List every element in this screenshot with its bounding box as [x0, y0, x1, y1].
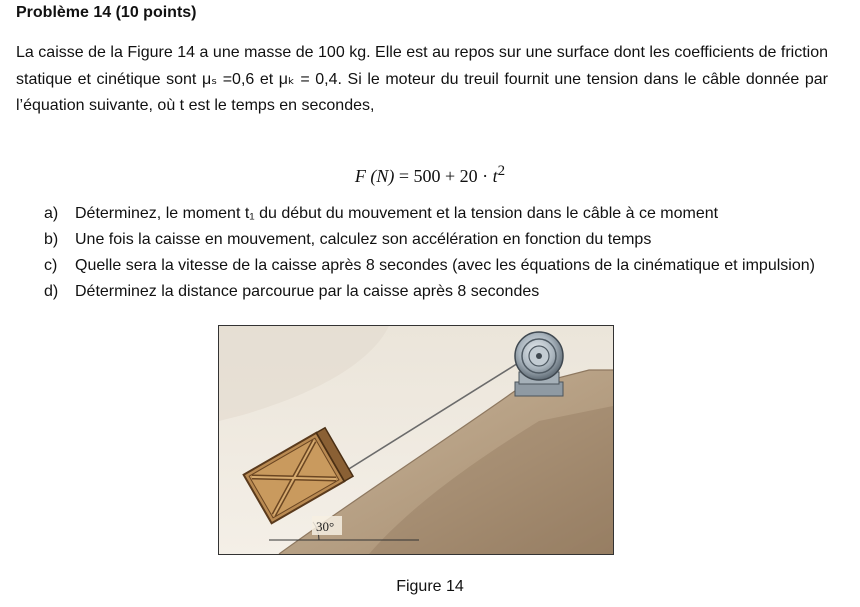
- angle-label: 30°: [316, 519, 335, 534]
- question-list: [0, 201, 860, 305]
- figure-14-illustration: [218, 325, 614, 555]
- problem-statement: La caisse de la Figure 14 a une masse de 100 kg. Elle est au repos sur une surface dont les coefficients de friction statique et cinétique sont μₛ =0,6 et μₖ = 0,4. Si le moteur du treuil fournit une tension dans le câble donnée par l’équation suivante, où t est le temps en secondes,: [16, 44, 828, 114]
- question-text: Déterminez la distance parcourue par la caisse après 8 secondes: [75, 283, 540, 300]
- question-item: [0, 253, 860, 279]
- question-text: Une fois la caisse en mouvement, calculez son accélération en fonction du temps: [75, 231, 652, 248]
- equation-lhs: F (N): [354, 166, 395, 186]
- equation-equals: =: [398, 166, 414, 186]
- winch: [515, 332, 563, 396]
- question-label: b): [44, 231, 59, 248]
- equation-rhs: 500 + 20 ·: [413, 166, 493, 186]
- question-label: a): [44, 205, 59, 222]
- problem-title: Problème 14 (10 points): [16, 4, 197, 21]
- tension-equation: [0, 158, 860, 189]
- question-text: Déterminez, le moment t₁ du début du mouvement et la tension dans le câble à ce moment: [75, 205, 719, 222]
- question-label: d): [44, 283, 59, 300]
- question-item: [0, 227, 860, 253]
- question-label: c): [44, 257, 58, 274]
- equation-variable: t: [492, 166, 498, 186]
- question-text: Quelle sera la vitesse de la caisse après 8 secondes (avec les équations de la cinématique et impulsion): [75, 257, 815, 274]
- question-item: [0, 201, 860, 227]
- equation-exponent: 2: [497, 163, 506, 179]
- figure-caption: Figure 14: [396, 578, 464, 595]
- question-item: [0, 279, 860, 305]
